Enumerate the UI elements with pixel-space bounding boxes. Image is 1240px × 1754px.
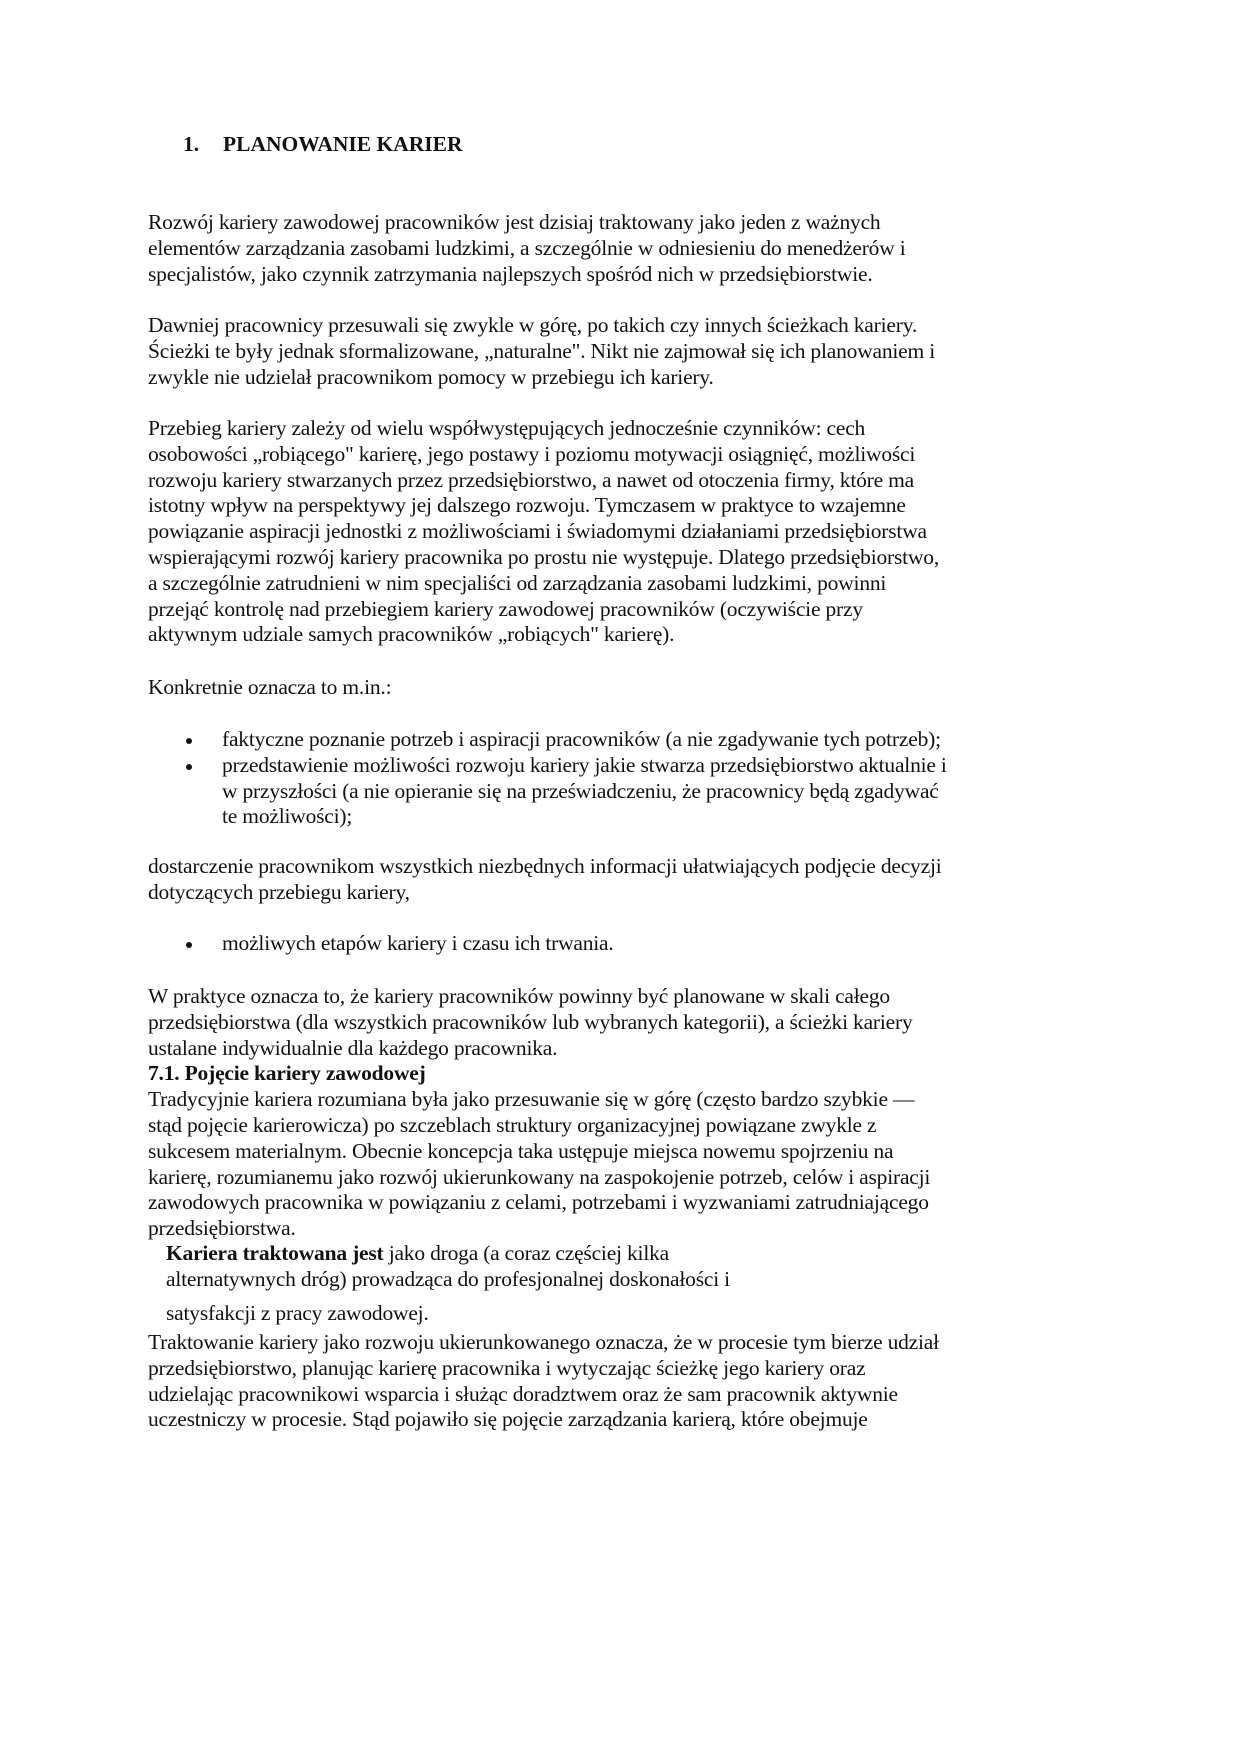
text-line: Dawniej pracownicy przesuwali się zwykle w górę, po takich czy innych ścieżkach kariery. (148, 313, 918, 337)
list-item (148, 931, 614, 957)
section-number: 1. (183, 132, 200, 156)
paragraph-2 (148, 313, 935, 390)
text-line: osobowości „robiącego" karierę, jego postawy i poziomu motywacji osiągnięć, możliwości (148, 441, 916, 466)
quote-bold: Kariera traktowana jest (166, 1241, 384, 1265)
text-line: przejąć kontrolę nad przebiegiem kariery zawodowej pracowników (oczywiście przy (148, 596, 863, 621)
text-line: stąd pojęcie karierowicza) po szczeblach struktury organizacyjnej powiązane zwykle z (148, 1112, 877, 1137)
text-line: Konkretnie oznacza to m.in.: (148, 675, 392, 699)
text-line: Traktowanie kariery jako rozwoju ukierunkowanego oznacza, że w procesie tym bierze udział (148, 1330, 939, 1354)
text-line: powiązanie aspiracji jednostki z możliwościami i świadomymi działaniami przedsiębiorstwa (148, 519, 927, 544)
paragraph-5 (148, 854, 942, 906)
text-line: elementów zarządzania zasobami ludzkimi, a szczególnie w odniesieniu do menedżerów i (148, 235, 906, 260)
text-line: jako droga (a coraz częściej kilka (383, 1241, 669, 1265)
text-line: wspierającymi rozwój kariery pracownika po prostu nie występuje. Dlatego przedsiębiorstwo, (148, 544, 939, 569)
text-line: alternatywnych dróg) prowadząca do profesjonalnej doskonałości i (166, 1266, 730, 1291)
section-title: PLANOWANIE KARIER (223, 132, 463, 156)
text-line: w przyszłości (a nie opieranie się na przeświadczeniu, że pracownicy będą zgadywać (222, 778, 939, 803)
text-line: W praktyce oznacza to, że kariery pracowników powinny być planowane w skali całego (148, 984, 890, 1008)
text-line: rozwoju kariery stwarzanych przez przedsiębiorstwo, a nawet od otoczenia firmy, które ma (148, 467, 915, 492)
text-line: Tradycyjnie kariera rozumiana była jako przesuwanie się w górę (często bardzo szybkie — (148, 1087, 915, 1112)
text-line: satysfakcji z pracy zawodowej. (166, 1300, 429, 1325)
list-item (148, 753, 947, 830)
text-line: przedsiębiorstwa (dla wszystkich pracowników lub wybranych kategorii), a ścieżki kariery (148, 1009, 913, 1034)
section-heading (183, 132, 463, 157)
text-line: zwykle nie udzielał pracownikom pomocy w przebiegu ich kariery. (148, 364, 714, 389)
bullet-icon (186, 764, 192, 770)
text-line: uczestniczy w procesie. Stąd pojawiło się pojęcie zarządzania karierą, które obejmuje (148, 1407, 868, 1432)
text-line: dostarczenie pracownikom wszystkich niezbędnych informacji ułatwiających podjęcie decyzji (148, 854, 942, 878)
text-line: ustalane indywidualnie dla każdego pracownika. (148, 1035, 558, 1060)
text-line: zawodowych pracownika w powiązaniu z celami, potrzebami i wyzwaniami zatrudniającego (148, 1190, 929, 1215)
text-line: te możliwości); (222, 804, 353, 829)
paragraph-8 (148, 1330, 939, 1433)
text-line: a szczególnie zatrudnieni w nim specjaliści od zarządzania zasobami ludzkimi, powinni (148, 570, 887, 595)
text-line: dotyczących przebiegu kariery, (148, 879, 410, 904)
paragraph-4 (148, 675, 391, 701)
paragraph-3 (148, 416, 939, 648)
bullet-list-1 (148, 727, 947, 830)
bullet-list-2 (148, 931, 614, 957)
text-line: przedsiębiorstwa. (148, 1216, 296, 1241)
text-line: specjalistów, jako czynnik zatrzymania najlepszych spośród nich w przedsiębiorstwie. (148, 261, 873, 286)
text-line: możliwych etapów kariery i czasu ich trwania. (222, 931, 614, 955)
text-line: faktyczne poznanie potrzeb i aspiracji pracowników (a nie zgadywanie tych potrzeb); (222, 727, 941, 751)
text-line: aktywnym udziale samych pracowników „robiących" karierę). (148, 622, 675, 647)
paragraph-1 (148, 210, 905, 287)
text-line: sukcesem materialnym. Obecnie koncepcja taka ustępuje miejsca nowemu spojrzeniu na (148, 1138, 894, 1163)
text-line: udzielając pracownikowi wsparcia i służąc doradztwem oraz że sam pracownik aktywnie (148, 1381, 898, 1406)
text-line: Przebieg kariery zależy od wielu współwystępujących jednocześnie czynników: cech (148, 416, 866, 440)
text-line: Ścieżki te były jednak sformalizowane, „naturalne". Nikt nie zajmował się ich planowaniem i (148, 338, 936, 363)
text-line: przedstawienie możliwości rozwoju kariery jakie stwarza przedsiębiorstwo aktualnie i (222, 752, 947, 777)
bullet-icon (186, 942, 192, 948)
bullet-icon (186, 738, 192, 744)
quote-block (166, 1241, 730, 1326)
subsection-heading: 7.1. Pojęcie kariery zawodowej (148, 1061, 426, 1086)
list-item (148, 727, 947, 753)
text-line: przedsiębiorstwo, planując karierę pracownika i wytyczając ścieżkę jego kariery oraz (148, 1355, 866, 1380)
paragraph-6 (148, 984, 930, 1242)
text-line: Rozwój kariery zawodowej pracowników jest dzisiaj traktowany jako jeden z ważnych (148, 210, 881, 234)
text-line: karierę, rozumianemu jako rozwój ukierunkowany na zaspokojenie potrzeb, celów i aspiracji (148, 1164, 931, 1189)
text-line: istotny wpływ na perspektywy jej dalszego rozwoju. Tymczasem w praktyce to wzajemne (148, 493, 906, 518)
